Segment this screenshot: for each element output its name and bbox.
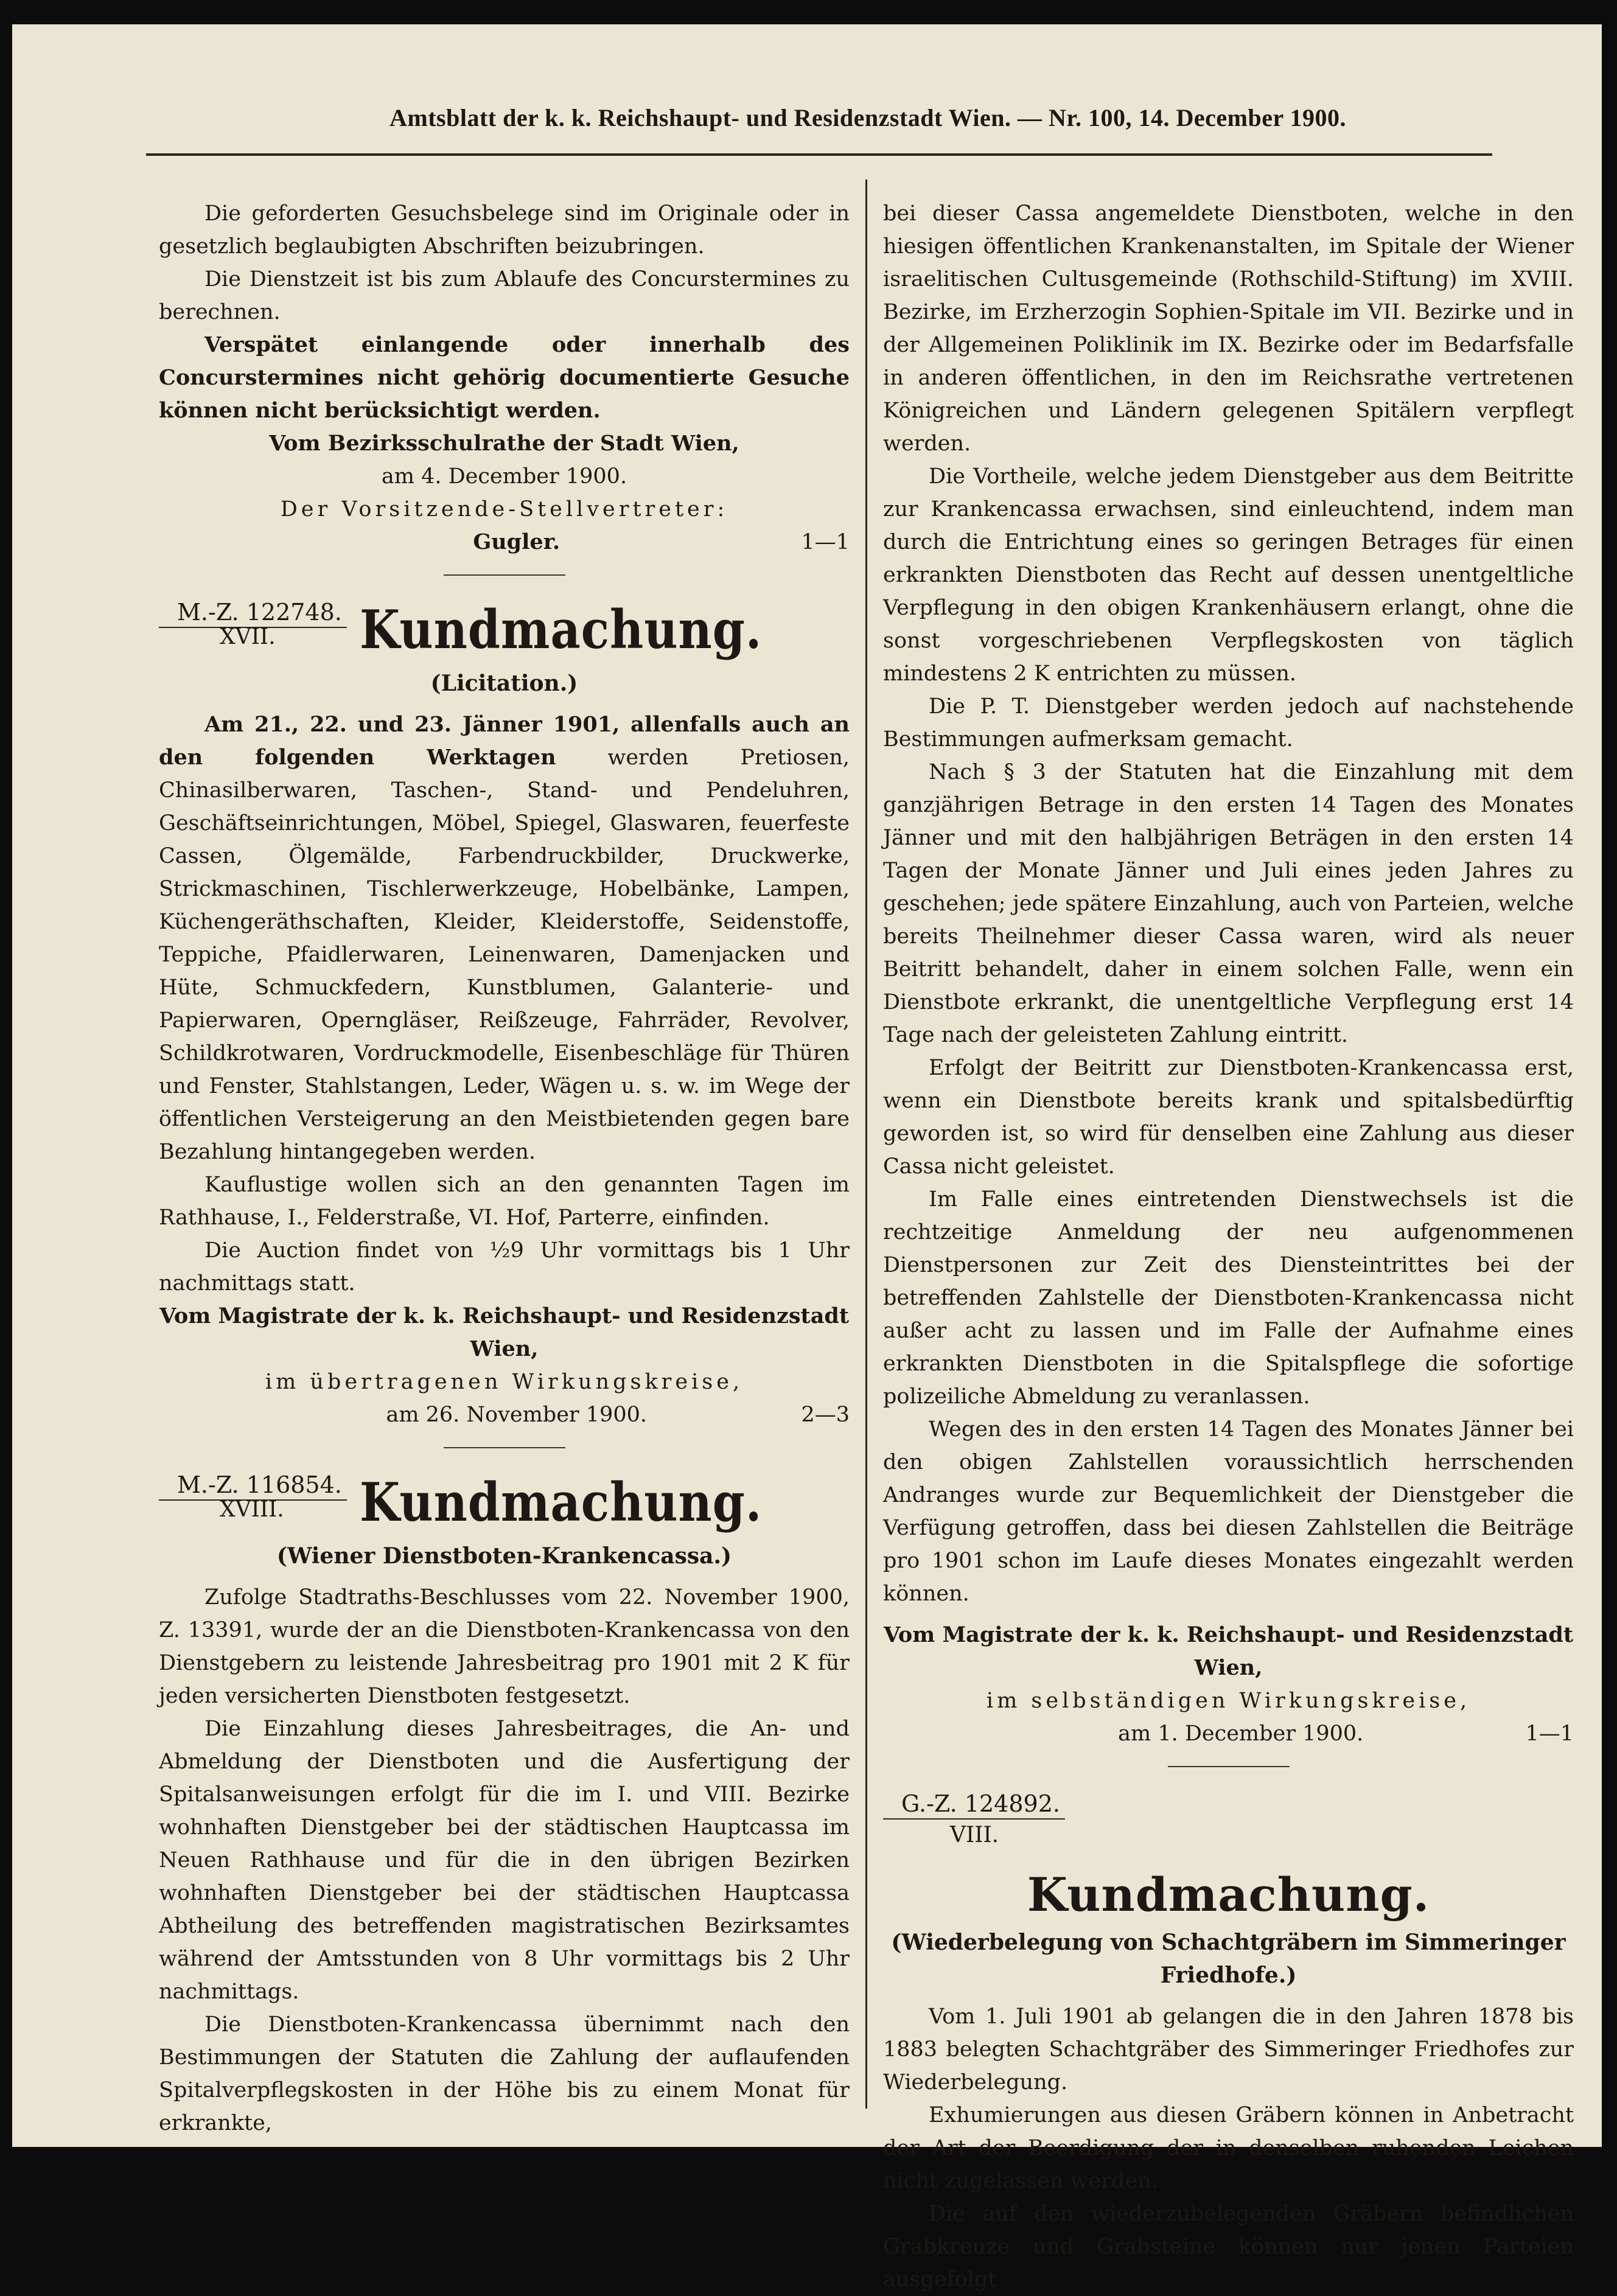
running-header: Amtsblatt der k. k. Reichshaupt- und Residenzstadt Wien. — Nr. 100, 14. December 1900. bbox=[389, 104, 1346, 131]
notice-paragraph: Die P. T. Dienstgeber werden jedoch auf nachstehende Bestimmungen aufmerksam gemacht. bbox=[883, 694, 1574, 752]
signature-role: Der Vorsitzende-Stellvertreter: bbox=[280, 497, 728, 522]
right-column bbox=[883, 197, 1574, 2296]
signature-scope: im übertragenen Wirkungskreise, bbox=[265, 1370, 744, 1394]
signature-authority: Vom Bezirksschulrathe der Stadt Wien, bbox=[269, 431, 739, 456]
insertion-count: 2—3 bbox=[801, 1403, 850, 1427]
notice-title: Kundmachung. bbox=[1027, 1868, 1430, 1922]
notice-paragraph: Zufolge Stadtraths-Beschlusses vom 22. November 1900, Z. 13391, wurde der an die Dienstboten-Krankencassa von den Dienstgebern zu leistende Jahresbeitrag pro 1901 mit 2 K für jeden versicherten Dienstboten festgesetzt. bbox=[159, 1585, 850, 1708]
notice-paragraph: Kauflustige wollen sich an den genannten Tagen im Rathhause, I., Felderstraße, VI. Hof, Parterre, einfinden. bbox=[159, 1173, 850, 1230]
signature-name: Gugler. bbox=[473, 529, 561, 554]
notice-title-block bbox=[883, 1868, 1574, 1922]
notice-subtitle: (Wiederbelegung von Schachtgräbern im Simmeringer Friedhofe.) bbox=[891, 1930, 1566, 1988]
reference-number: M.-Z. 116854. bbox=[159, 1470, 347, 1501]
intro-paragraph: Die Dienstzeit ist bis zum Ablaufe des Concurstermines zu berechnen. bbox=[159, 267, 850, 324]
notice-paragraph: Die Auction findet von ½9 Uhr vormittags bis 1 Uhr nachmittags statt. bbox=[159, 1238, 850, 1296]
notice-subtitle: (Licitation.) bbox=[430, 671, 578, 696]
district-number: VIII. bbox=[950, 1823, 999, 1848]
notice-paragraph: Nach § 3 der Statuten hat die Einzahlung mit dem ganzjährigen Betrage in den ersten 14 Tagen des Monates Jänner und mit den halbjährigen Beträgen in den ersten 14 Tagen der Monate Jänner und Juli eines jeden Jahres zu geschehen; jede spätere Einzahlung, auch von Parteien, welche bereits Theilnehmer dieser Cassa waren, wird als neuer Beitritt behandelt, daher in einem solchen Falle, wenn ein Dienstbote erkrankt, die unentgeltliche Verpflegung erst 14 Tage nach der geleisteten Zahlung eintritt. bbox=[883, 760, 1574, 1047]
notice-dates: Am 21., 22. und 23. Jänner 1901, allenfalls auch an den folgenden Werktagen bbox=[159, 712, 850, 770]
notice-paragraph: Wegen des in den ersten 14 Tagen des Monates Jänner bei den obigen Zahlstellen voraussichtlich herrschenden Andranges wurde zur Bequemlichkeit der Dienstgeber die Verfügung getroffen, dass bei diesen Zahlstellen die Beiträge pro 1901 schon im Laufe dieses Monates eingezahlt werden können. bbox=[883, 1417, 1574, 1606]
signature-scope: im selbständigen Wirkungskreise, bbox=[986, 1689, 1471, 1713]
insertion-count: 1—1 bbox=[1525, 1722, 1574, 1746]
notice-header bbox=[883, 1783, 1574, 1849]
notice-title: Kundmachung. bbox=[360, 598, 763, 661]
notice-paragraph bbox=[159, 708, 850, 1168]
column-divider bbox=[865, 180, 867, 2109]
notice-paragraph: Exhumierungen aus diesen Gräbern können in Anbetracht der Art der Beerdigung der in denselben ruhenden Leichen nicht zugelassen werden. bbox=[883, 2103, 1574, 2193]
signature-name-row bbox=[159, 526, 850, 559]
notice-paragraph: Die Einzahlung dieses Jahresbeitrages, die An- und Abmeldung der Dienstboten und die Ausfertigung der Spitalsanweisungen erfolgt für die im I. und VIII. Bezirke wohnhaften Dienstgeber bei der städtischen Hauptcassa im Neuen Rathhause und für die in den übrigen Bezirken wohnhaften Dienstgeber bei der städtischen Hauptcassa Abtheilung des betreffenden magistratischen Bezirksamtes während der Amtsstunden von 8 Uhr vormittags bis 2 Uhr nachmittags. bbox=[159, 1717, 850, 2004]
notice-paragraph: Vom 1. Juli 1901 ab gelangen die in den Jahren 1878 bis 1883 belegten Schachtgräber des Simmeringer Friedhofes zur Wiederbelegung. bbox=[883, 2005, 1574, 2095]
section-separator bbox=[444, 574, 565, 576]
notice-header bbox=[159, 591, 850, 665]
left-column bbox=[159, 197, 850, 2140]
signature-authority: Vom Magistrate der k. k. Reichshaupt- und Residenzstadt Wien, bbox=[159, 1303, 850, 1361]
notice-header bbox=[159, 1464, 850, 1537]
signature-authority: Vom Magistrate der k. k. Reichshaupt- und Residenzstadt Wien, bbox=[883, 1622, 1574, 1680]
signature-date: am 1. December 1900. bbox=[1118, 1722, 1364, 1746]
notice-title: Kundmachung. bbox=[360, 1471, 763, 1534]
intro-paragraph-bold: Verspätet einlangende oder innerhalb des Concurstermines nicht gehörig documentierte Gesuche können nicht berücksichtigt werden. bbox=[159, 332, 850, 423]
district-number: XVII. bbox=[220, 624, 276, 649]
intro-paragraph: Die geforderten Gesuchsbelege sind im Originale oder in gesetzlich beglaubigten Abschriften beizubringen. bbox=[159, 201, 850, 259]
section-separator bbox=[444, 1447, 565, 1448]
reference-number: G.-Z. 124892. bbox=[883, 1789, 1065, 1820]
notice-text: werden Pretiosen, Chinasilberwaren, Taschen-, Stand- und Pendeluhren, Geschäftseinrichtungen, Möbel, Spiegel, Glaswaren, feuerfeste Cassen, Ölgemälde, Farbendruckbilder, Druckwerke, Strickmaschinen, Tischlerwerkzeuge, Hobelbänke, Lampen, Küchengeräthschaften, Kleider, Kleiderstoffe, Seidenstoffe, Teppiche, Pfaidlerwaren, Leinenwaren, Damenjacken und Hüte, Schmuckfedern, Kunstblumen, Galanterie- und Papierwaren, Operngläser, Reißzeuge, Fahrräder, Revolver, Schildkrotwaren, Vordruckmodelle, Eisenbeschläge für Thüren und Fenster, Stahlstangen, Leder, Wägen u. s. w. im Wege der öffentlichen Versteigerung an den Meistbietenden gegen bare Bezahlung hintangegeben werden. bbox=[159, 745, 850, 1164]
notice-subtitle: (Wiener Dienstboten-Krankencassa.) bbox=[276, 1543, 732, 1569]
signature-date: am 4. December 1900. bbox=[381, 464, 627, 489]
notice-paragraph: bei dieser Cassa angemeldete Dienstboten, welche in den hiesigen öffentlichen Krankenanstalten, im Spitale der Wiener israelitischen Cultusgemeinde (Rothschild-Stiftung) im XVIII. Bezirke, im Erzherzogin Sophien-Spitale im VII. Bezirke und in der Allgemeinen Poliklinik im IX. Bezirke oder im Bedarfsfalle in anderen öffentlichen, in den im Reichsrathe vertretenen Königreichen und Ländern gelegenen Spitälern verpflegt werden. bbox=[883, 201, 1574, 456]
district-number: XVIII. bbox=[220, 1497, 284, 1522]
signature-date-row bbox=[883, 1717, 1574, 1750]
notice-paragraph: Erfolgt der Beitritt zur Dienstboten-Krankencassa erst, wenn ein Dienstbote bereits krank und spitalsbedürftig geworden ist, so wird für denselben eine Zahlung aus dieser Cassa nicht geleistet. bbox=[883, 1056, 1574, 1179]
newspaper-page bbox=[12, 24, 1602, 2292]
section-separator bbox=[1168, 1766, 1290, 1767]
notice-paragraph: Die auf den wiederzubelegenden Gräbern befindlichen Grabkreuze und Grabsteine können nur jenen Parteien ausgefolgt bbox=[883, 2202, 1574, 2292]
insertion-count: 1—1 bbox=[801, 530, 850, 554]
reference-number: M.-Z. 122748. bbox=[159, 598, 347, 628]
notice-paragraph: Die Vortheile, welche jedem Dienstgeber aus dem Beitritte zur Krankencassa erwachsen, sind einleuchtend, indem man durch die Entrichtung eines so geringen Betrages für einen erkrankten Dienstboten das Recht auf dessen unentgeltliche Verpflegung in den obigen Krankenhäusern erlangt, ohne die sonst vorgeschriebenen Verpflegskosten von täglich mindestens 2 K entrichten zu müssen. bbox=[883, 464, 1574, 686]
notice-paragraph: Im Falle eines eintretenden Dienstwechsels ist die rechtzeitige Anmeldung der neu aufgenommenen Dienstpersonen zur Zeit des Diensteintrittes bei der betreffenden Zahlstelle der Dienstboten-Krankencassa nicht außer acht zu lassen und im Falle der Aufnahme eines erkrankten Dienstboten in die Spitalspflege die sofortige polizeiliche Abmeldung zu veranlassen. bbox=[883, 1187, 1574, 1409]
header-rule bbox=[146, 153, 1492, 156]
signature-date: am 26. November 1900. bbox=[386, 1403, 647, 1427]
signature-date-row bbox=[159, 1398, 850, 1431]
notice-paragraph: Die Dienstboten-Krankencassa übernimmt nach den Bestimmungen der Statuten die Zahlung der auflaufenden Spitalverpflegskosten in der Höhe bis zu einem Monat für erkrankte, bbox=[159, 2012, 850, 2135]
